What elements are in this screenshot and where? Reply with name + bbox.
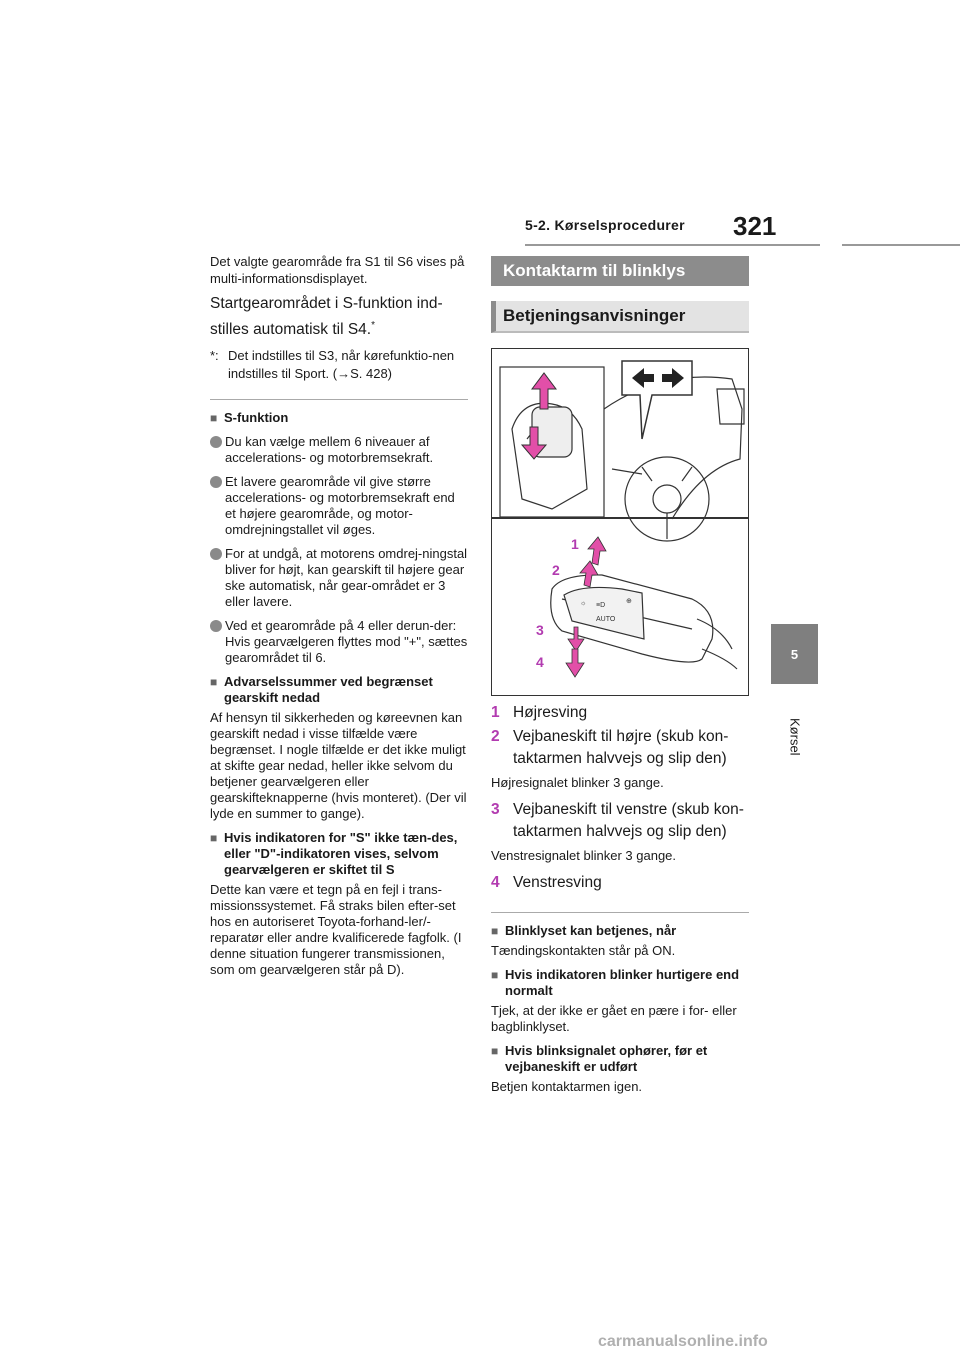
- fast-blink-heading: [491, 967, 749, 999]
- figure-label-2: 2: [552, 562, 560, 578]
- beam-symbol-icon: ≡D: [596, 602, 606, 609]
- steps-list: [491, 702, 749, 894]
- list-item-text: Du kan vælge mellem 6 niveauer af accelerations- og motorbremsekraft.: [225, 434, 434, 466]
- square-icon: ■: [210, 831, 218, 846]
- step-number: 2: [491, 728, 500, 745]
- divider: [210, 399, 468, 400]
- chapter-label: Kørsel: [787, 718, 803, 756]
- blink-heading: [491, 923, 749, 939]
- square-icon: ■: [210, 675, 218, 690]
- hand-lever-inset: [512, 403, 587, 509]
- left-column: [210, 253, 468, 978]
- lever-arrow-1-icon: [588, 537, 606, 565]
- start-gear-text: Startgearområdet i S-funktion ind-stilles automatisk til S4.: [210, 295, 443, 339]
- list-item: [210, 474, 468, 538]
- auto-symbol-icon: AUTO: [596, 616, 616, 623]
- indicator-text: Dette kan være et tegn på en fejl i trans-missionssystemet. Få straks bilen efter-set hos en autoriseret Toyota-forhand-ler/-reparatør eller andre kvalificerede fagfolk. (I denne situation fungerer transmissionen, som om gearvælgeren står på D).: [210, 882, 462, 978]
- warning-buzzer-text: Af hensyn til sikkerheden og køreevnen kan gearskift nedad i visse tilfælde være begrænset. I nogle tilfælde er det ikke muligt at skifte gear nedad, heller ikke selvom du betjener gearvælgeren eller gearskifteknapperne (hvis monteret). (Der vil lyde en summer to gange).: [210, 710, 467, 822]
- list-item: [210, 434, 468, 466]
- indicator-heading-text: Hvis indikatoren for "S" ikke tæn-des, eller "D"-indikatoren vises, selvom gearvælgeren er skiftet til S: [224, 830, 458, 878]
- step-note: Højresignalet blinker 3 gange.: [491, 775, 664, 790]
- s-mode-heading-text: S-funktion: [224, 410, 289, 426]
- figure-label-3: 3: [536, 622, 544, 638]
- step-number: 3: [491, 801, 500, 818]
- light-symbol-icon: ☼: [580, 600, 587, 607]
- intro-paragraph: Det valgte gearområde fra S1 til S6 vises på multi-informationsdisplayet.: [210, 254, 465, 286]
- step-number: 4: [491, 874, 500, 891]
- blink-text: Tændingskontakten står på ON.: [491, 943, 676, 958]
- step-text: Højresving: [513, 704, 588, 721]
- square-icon: ■: [491, 1044, 499, 1058]
- step-number: 1: [491, 704, 500, 721]
- step-item: [491, 726, 749, 770]
- stop-signal-text: Betjen kontaktarmen igen.: [491, 1079, 643, 1094]
- warning-buzzer-heading: [210, 674, 468, 706]
- fast-blink-text: Tjek, at der ikke er gået en pære i for- eller bagblinklyset.: [491, 1003, 737, 1034]
- start-gear-paragraph: [210, 293, 468, 341]
- stop-signal-heading: [491, 1043, 749, 1075]
- list-item-text: For at undgå, at motorens omdrej-ningstal bliver for højt, kan gearskift til højere gear ske automatisk, når gear-området er 3 eller lavere.: [225, 546, 468, 610]
- chapter-tab: 5: [771, 624, 818, 684]
- section-banner: Kontaktarm til blinklys: [491, 256, 749, 286]
- fast-blink-heading-text: Hvis indikatoren blinker hurtigere end normalt: [505, 967, 740, 998]
- list-item-text: Et lavere gearområde vil give større accelerations- og motorbremsekraft end et højere gearområde, og motor-omdrejningstallet vil øges.: [225, 474, 455, 538]
- bullet-icon: [210, 476, 222, 488]
- bullet-icon: [210, 548, 222, 560]
- page-number: 321: [733, 211, 777, 241]
- indicator-heading: [210, 830, 468, 878]
- square-icon: ■: [491, 924, 499, 938]
- warning-buzzer-heading-text: Advarselssummer ved begrænset gearskift nedad: [224, 674, 433, 706]
- stop-signal-heading-text: Hvis blinksignalet ophører, før et vejbaneskift er udført: [505, 1043, 708, 1074]
- figure-label-4: 4: [536, 654, 544, 670]
- bullet-icon: [210, 436, 222, 448]
- footnote-ref: *: [371, 320, 375, 331]
- square-icon: ■: [210, 411, 218, 426]
- subsection-banner: Betjeningsanvisninger: [491, 301, 749, 333]
- step-item: [491, 799, 749, 843]
- list-item: [210, 618, 468, 666]
- fog-symbol-icon: ⊕: [626, 598, 632, 605]
- step-item: [491, 872, 749, 894]
- list-item-text: Ved et gearområde på 4 eller derun-der: Hvis gearvælgeren flyttes mod "+", sættes gearområdet til 6.: [225, 618, 468, 666]
- header-rule: [525, 244, 820, 246]
- blink-heading-text: Blinklyset kan betjenes, når: [505, 923, 677, 938]
- list-item: [210, 546, 468, 610]
- divider: [491, 912, 749, 913]
- figure-label-1: 1: [571, 536, 579, 552]
- lever-illustration: [551, 575, 737, 669]
- s-mode-heading: [210, 410, 468, 426]
- turn-signal-illustration: [492, 349, 749, 696]
- turn-signal-figure: [491, 348, 749, 696]
- footnote-text: Det indstilles til S3, når kørefunktio-nen indstilles til Sport. (→S. 428): [228, 348, 455, 382]
- footnote: [210, 347, 468, 383]
- bullet-icon: [210, 620, 222, 632]
- step-text: Vejbaneskift til venstre (skub kon-taktarmen halvvejs og slip den): [513, 801, 744, 840]
- square-icon: ■: [491, 968, 499, 982]
- footnote-mark: *:: [210, 348, 219, 364]
- step-item: [491, 702, 749, 724]
- watermark: carmanualsonline.info: [598, 1333, 768, 1350]
- step-note: Venstresignalet blinker 3 gange.: [491, 848, 677, 863]
- step-text: Venstresving: [513, 874, 602, 891]
- step-text: Vejbaneskift til højre (skub kon-taktarmen halvvejs og slip den): [513, 728, 729, 767]
- header-rule-right: [842, 244, 960, 246]
- section-title: 5-2. Kørselsprocedurer: [525, 217, 685, 233]
- lever-arrow-4-icon: [566, 649, 584, 677]
- left-right-arrows-icon: [622, 361, 692, 439]
- right-column: [491, 256, 749, 1095]
